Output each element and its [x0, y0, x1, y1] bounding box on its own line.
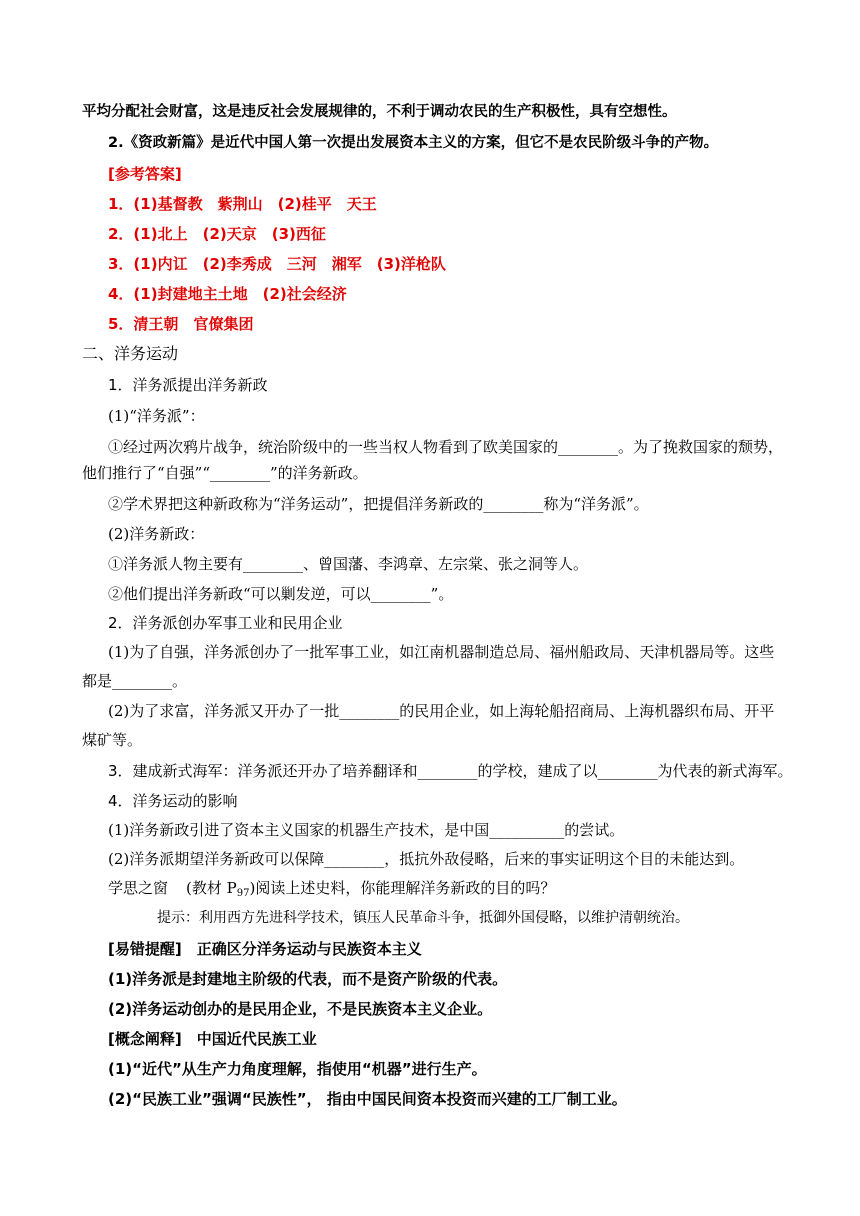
- subsection-title: 2．洋务派创办军事工业和民用企业: [108, 614, 343, 632]
- text-line: (2)洋务新政：: [108, 525, 205, 543]
- answer-item: 1．(1)基督教 紫荆山 (2)桂平 天王: [108, 195, 377, 213]
- warn-item: (2)洋务运动创办的是民用企业，不是民族资本主义企业。: [108, 1000, 493, 1018]
- text-line: (1)为了自强，洋务派创办了一批军事工业，如江南机器制造总局、福州船政局、天津机器局等。这些: [108, 643, 775, 661]
- warn-title: [易错提醒] 正确区分洋务运动与民族资本主义: [108, 940, 422, 958]
- think-text: )阅读上述史料，你能理解洋务新政的目的吗？: [249, 879, 556, 897]
- subsection-title: 1．洋务派提出洋务新政: [108, 376, 268, 394]
- text-inline: 洋务派还开办了培养翻译和________的学校，建成了以________为代表的新式海军。: [237, 762, 793, 780]
- text-line: ①洋务派人物主要有________、曾国藩、李鸿章、左宗棠、张之洞等人。: [108, 555, 589, 573]
- text-line: (2)洋务派期望洋务新政可以保障________，抵抗外敌侵略，后来的事实证明这个目的未能达到。: [108, 850, 745, 868]
- concept-title: [概念阐释] 中国近代民族工业: [108, 1030, 317, 1048]
- answer-item: 3．(1)内讧 (2)李秀成 三河 湘军 (3)洋枪队: [108, 255, 446, 273]
- hint-text: 提示：利用西方先进科学技术，镇压人民革命斗争，抵御外国侵略，以维护清朝统治。: [157, 910, 689, 926]
- warn-item: (1)洋务派是封建地主阶级的代表，而不是资产阶级的代表。: [108, 970, 508, 988]
- section-heading: 二、洋务运动: [82, 344, 179, 363]
- answer-item: 2．(1)北上 (2)天京 (3)西征: [108, 225, 326, 243]
- think-text: (教材 P: [186, 879, 237, 897]
- concept-item: (2)“民族工业”强调“民族性”， 指由中国民间资本投资而兴建的工厂制工业。: [108, 1090, 627, 1108]
- text-line: 煤矿等。: [82, 731, 143, 749]
- text-line: ②学术界把这种新政称为“洋务运动”，把提倡洋务新政的________称为“洋务派”。: [108, 495, 649, 513]
- concept-item: (1)“近代”从生产力角度理解，指使用“机器”进行生产。: [108, 1060, 487, 1078]
- text-line: 2.《资政新篇》是近代中国人第一次提出发展资本主义的方案，但它不是农民阶级斗争的产物。: [108, 135, 719, 151]
- think-sub: 97: [236, 888, 250, 899]
- answer-item: 4．(1)封建地主土地 (2)社会经济: [108, 285, 347, 303]
- text-line: (1)“洋务派”：: [108, 407, 205, 425]
- text-line: 都是________。: [82, 672, 188, 690]
- answer-title: [参考答案]: [108, 165, 182, 183]
- think-label: 学思之窗: [108, 879, 169, 897]
- text-line: ②他们提出洋务新政“可以剿发逆，可以________”。: [108, 585, 454, 603]
- text-line: 平均分配社会财富，这是违反社会发展规律的，不利于调动农民的生产积极性，具有空想性。: [82, 104, 677, 120]
- text-line: (2)为了求富，洋务派又开办了一批________的民用企业，如上海轮船招商局、上海机器织布局、开平: [108, 702, 775, 720]
- text-line: ①经过两次鸦片战争，统治阶级中的一些当权人物看到了欧美国家的________。为了挽救国家的颓势，: [108, 438, 784, 456]
- subsection-title: 3．建成新式海军：: [108, 762, 238, 780]
- text-line: (1)洋务新政引进了资本主义国家的机器生产技术，是中国__________的尝试。: [108, 821, 625, 839]
- subsection-title: 4．洋务运动的影响: [108, 792, 238, 810]
- answer-item: 5．清王朝 官僚集团: [108, 315, 254, 333]
- text-line: [108, 761, 793, 781]
- think-window: [108, 878, 555, 904]
- text-line: 他们推行了“自强”“________”的洋务新政。: [82, 464, 368, 482]
